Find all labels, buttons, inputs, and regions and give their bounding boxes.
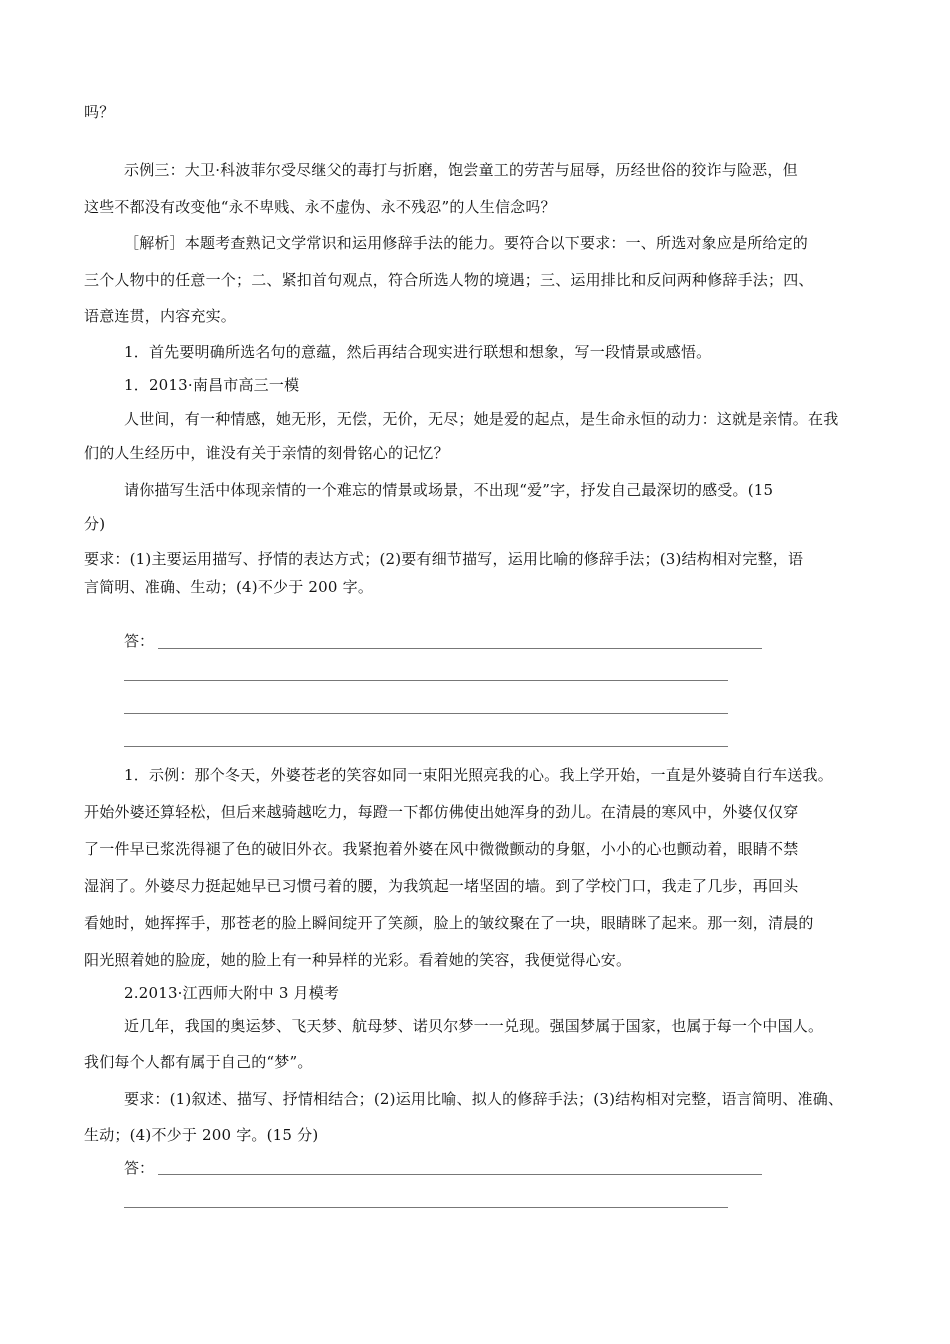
- text-line: 1．首先要明确所选名句的意蕴，然后再结合现实进行联想和想象，写一段情景或感悟。: [124, 343, 712, 361]
- requirement-line: 生动；(4)不少于 200 字。(15 分): [84, 1126, 319, 1144]
- answer-line[interactable]: [124, 713, 728, 714]
- sample-line: 开始外婆还算轻松，但后来越骑越吃力，每蹬一下都仿佛使出她浑身的劲儿。在清晨的寒风中，外婆仅仅穿: [84, 803, 799, 821]
- sample-line: 湿润了。外婆尽力挺起她早已习惯弓着的腰，为我筑起一堵坚固的墙。到了学校门口，我走了几步，再回头: [84, 877, 799, 895]
- text-line: 分): [84, 515, 106, 533]
- sample-line: 看她时，她挥挥手，那苍老的脸上瞬间绽开了笑颜，脸上的皱纹聚在了一块，眼睛眯了起来。那一刻，清晨的: [84, 914, 814, 932]
- sample-line: 1．示例：那个冬天，外婆苍老的笑容如同一束阳光照亮我的心。我上学开始，一直是外婆骑自行车送我。: [124, 766, 833, 784]
- text-line: 近几年，我国的奥运梦、飞天梦、航母梦、诺贝尔梦一一兑现。强国梦属于国家，也属于每一个中国人。: [124, 1017, 824, 1035]
- answer-line[interactable]: [158, 648, 762, 649]
- text-line: 我们每个人都有属于自己的“梦”。: [84, 1053, 313, 1071]
- analysis-line: ［解析］本题考查熟记文学常识和运用修辞手法的能力。要符合以下要求：一、所选对象应是所给定的: [124, 234, 809, 252]
- analysis-line: 语意连贯，内容充实。: [84, 307, 237, 325]
- requirement-line: 要求：(1)叙述、描写、抒情相结合；(2)运用比喻、拟人的修辞手法；(3)结构相对完整，语言简明、准确、: [124, 1090, 844, 1108]
- answer-line[interactable]: [124, 1207, 728, 1208]
- analysis-line: 三个人物中的任意一个；二、紧扣首句观点，符合所选人物的境遇；三、运用排比和反问两种修辞手法；四、: [84, 271, 814, 289]
- answer-line[interactable]: [124, 746, 728, 747]
- answer-line[interactable]: [124, 680, 728, 681]
- text-line: 这些不都没有改变他“永不卑贱、永不虚伪、永不残忍”的人生信念吗？: [84, 198, 556, 216]
- requirement-line: 言简明、准确、生动；(4)不少于 200 字。: [84, 578, 374, 596]
- text-line: 示例三：大卫·科波菲尔受尽继父的毒打与折磨，饱尝童工的劳苦与屈辱，历经世俗的狡诈与险恶，但: [124, 161, 798, 179]
- answer-label: 答：: [124, 1159, 155, 1177]
- text-line: 吗？: [84, 103, 115, 121]
- sample-line: 了一件早已浆洗得褪了色的破旧外衣。我紧抱着外婆在风中微微颤动的身躯，小小的心也颤动着，眼睛不禁: [84, 840, 799, 858]
- question-source: 1．2013·南昌市高三一模: [124, 376, 300, 394]
- text-line: 们的人生经历中，谁没有关于亲情的刻骨铭心的记忆？: [84, 444, 449, 462]
- answer-label: 答：: [124, 632, 155, 650]
- requirement-line: 要求：(1)主要运用描写、抒情的表达方式；(2)要有细节描写，运用比喻的修辞手法；(3)结构相对完整，语: [84, 550, 804, 568]
- question-source: 2.2013·江西师大附中 3 月模考: [124, 984, 340, 1002]
- sample-line: 阳光照着她的脸庞，她的脸上有一种异样的光彩。看着她的笑容，我便觉得心安。: [84, 951, 632, 969]
- text-line: 人世间，有一种情感，她无形，无偿，无价，无尽；她是爱的起点，是生命永恒的动力：这就是亲情。在我: [124, 410, 839, 428]
- answer-line[interactable]: [158, 1174, 762, 1175]
- text-line: 请你描写生活中体现亲情的一个难忘的情景或场景，不出现“爱”字，抒发自己最深切的感受。(15: [124, 481, 774, 499]
